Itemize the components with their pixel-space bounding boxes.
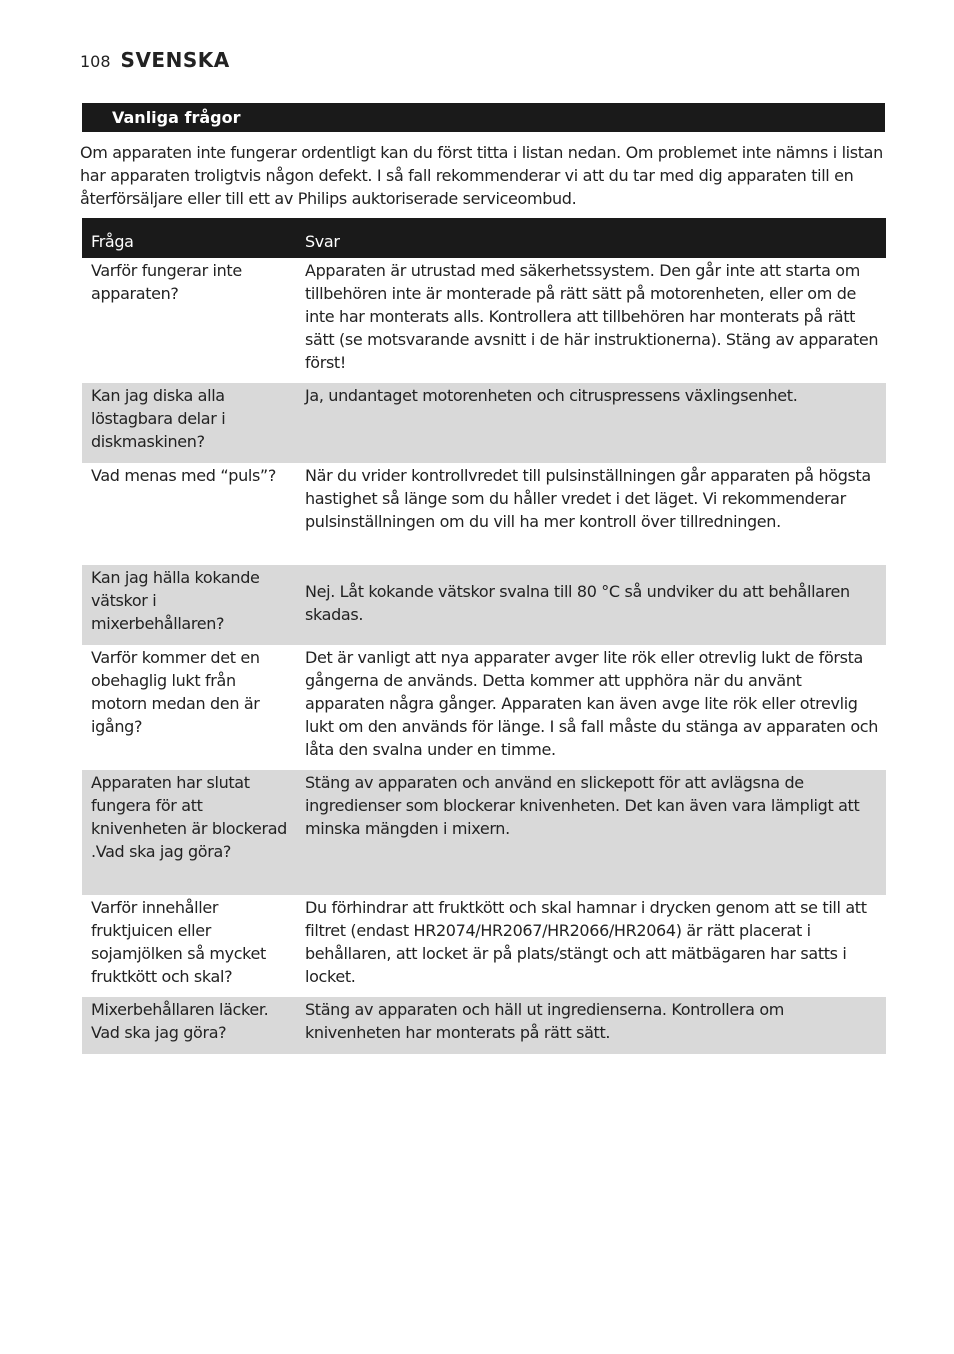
answer-cell: Det är vanligt att nya apparater avger lite rök eller otrevlig lukt de första gångerna de används. Detta kommer att upphöra när du använt apparaten några gånger. Apparaten kan även avge lite rök eller otrevlig lukt om den används för länge. I så fall måste du stänga av apparaten och låta den svalna under en timme. xyxy=(305,648,879,759)
table-row xyxy=(82,383,886,463)
page-number: 108 xyxy=(80,52,111,71)
answer-cell: När du vrider kontrollvredet till pulsinställningen går apparaten på högsta hastighet så länge som du håller vredet i det läget. Vi rekommenderar pulsinställningen om du vill ha mer kontroll över tillredningen. xyxy=(305,466,871,531)
question-cell: Apparaten har slutat fungera för att knivenheten är blockerad .Vad ska jag göra? xyxy=(82,770,296,895)
question-cell: Varför fungerar inte apparaten? xyxy=(91,261,242,303)
table-row xyxy=(82,258,886,383)
page-header xyxy=(80,48,230,72)
table-row xyxy=(82,895,886,997)
section-title-bar: Vanliga frågor xyxy=(82,103,885,132)
table-row xyxy=(82,565,886,645)
question-cell: Kan jag diska alla löstagbara delar i diskmaskinen? xyxy=(82,383,296,463)
question-cell: Mixerbehållaren läcker. Vad ska jag göra? xyxy=(82,997,296,1054)
faq-table xyxy=(82,218,886,1054)
answer-cell: Stäng av apparaten och häll ut ingredienserna. Kontrollera om knivenheten har monterats på rätt sätt. xyxy=(296,997,886,1054)
answer-cell: Ja, undantaget motorenheten och citruspressens växlingsenhet. xyxy=(296,383,886,463)
table-row xyxy=(82,770,886,895)
table-row xyxy=(82,997,886,1054)
column-header-answer: Svar xyxy=(296,218,886,258)
answer-cell: Nej. Låt kokande vätskor svalna till 80 °C så undviker du att behållaren skadas. xyxy=(296,565,886,645)
faq-table-header-row xyxy=(82,218,886,258)
question-cell: Kan jag hälla kokande vätskor i mixerbehållaren? xyxy=(82,565,296,645)
intro-paragraph: Om apparaten inte fungerar ordentligt kan du först titta i listan nedan. Om problemet inte nämns i listan har apparaten troligtvis någon defekt. I så fall rekommenderar vi att du tar med dig apparaten till en återförsäljare eller till ett av Philips auktoriserade serviceombud. xyxy=(80,143,883,208)
question-cell: Vad menas med “puls”? xyxy=(91,466,277,485)
table-row xyxy=(82,463,886,565)
question-cell: Varför innehåller fruktjuicen eller sojamjölken så mycket fruktkött och skal? xyxy=(91,898,266,986)
table-row xyxy=(82,645,886,770)
language-heading: SVENSKA xyxy=(120,48,230,72)
column-header-question: Fråga xyxy=(82,218,296,258)
answer-cell: Stäng av apparaten och använd en slickepott för att avlägsna de ingredienser som blockerar knivenheten. Det kan även vara lämpligt att minska mängden i mixern. xyxy=(296,770,886,895)
question-cell: Varför kommer det en obehaglig lukt från motorn medan den är igång? xyxy=(91,648,260,736)
answer-cell: Apparaten är utrustad med säkerhetssystem. Den går inte att starta om tillbehören inte är monterade på rätt sätt på motorenheten, eller om de inte har monterats alls. Kontrollera att tillbehören har monterats på rätt sätt (se motsvarande avsnitt i de här instruktionerna). Stäng av apparaten först! xyxy=(305,261,879,372)
answer-cell: Du förhindrar att fruktkött och skal hamnar i drycken genom att se till att filtret (endast HR2074/HR2067/HR2066/HR2064) är rätt placerat i behållaren, att locket är på plats/stängt och att mätbägaren har satts i locket. xyxy=(305,898,867,986)
